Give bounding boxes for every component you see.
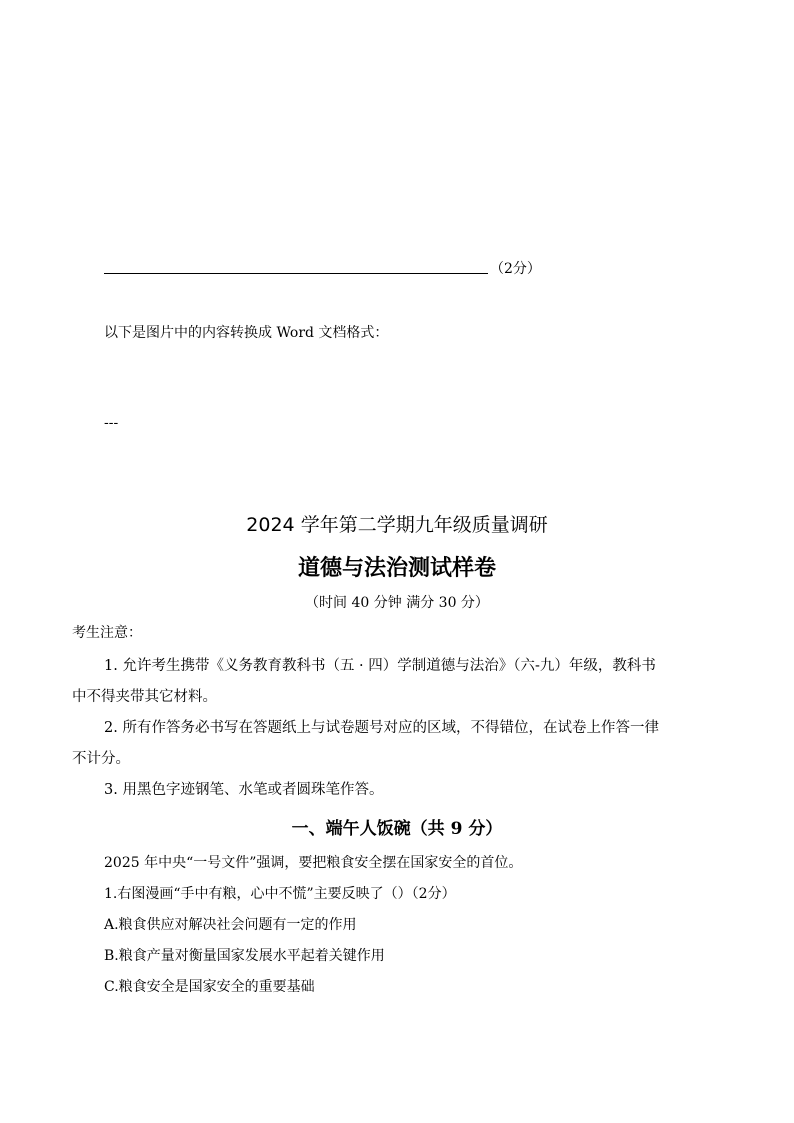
- intro-text: 以下是图片中的内容转换成 Word 文档格式：: [104, 325, 389, 341]
- option-c: C.粮食安全是国家安全的重要基础: [104, 979, 315, 995]
- notice-line: 2. 所有作答务必书写在答题纸上与试卷题号对应的区域，不得错位，在试卷上作答一律: [104, 720, 659, 736]
- notice-label: 考生注意：: [72, 625, 142, 641]
- section-heading: 一、端午人饭碗（共 9 分）: [291, 819, 503, 839]
- exam-time-score: （时间 40 分钟 满分 30 分）: [305, 595, 489, 611]
- question-stem: 1.右图漫画“手中有粮，心中不慌”主要反映了（）（2分）: [104, 886, 456, 902]
- exam-title: 2024 学年第二学期九年级质量调研: [246, 514, 548, 536]
- option-b: B.粮食产量对衡量国家发展水平起着关键作用: [104, 948, 385, 964]
- notice-line: 3. 用黑色字迹钢笔、水笔或者圆珠笔作答。: [104, 782, 384, 798]
- section-intro: 2025 年中央“一号文件”强调，要把粮食安全摆在国家安全的首位。: [104, 855, 523, 871]
- notice-line: 1. 允许考生携带《义务教育教科书（五 · 四）学制道德与法治》（六-九）年级，教科书: [104, 658, 656, 674]
- notice-line: 中不得夹带其它材料。: [72, 689, 217, 705]
- separator: ---: [104, 415, 119, 431]
- answer-blank-line: [104, 273, 488, 274]
- notice-line: 不计分。: [72, 751, 130, 767]
- exam-subject-title: 道德与法治测试样卷: [297, 556, 496, 581]
- score-note: （2分）: [490, 261, 541, 277]
- option-a: A.粮食供应对解决社会问题有一定的作用: [104, 917, 357, 933]
